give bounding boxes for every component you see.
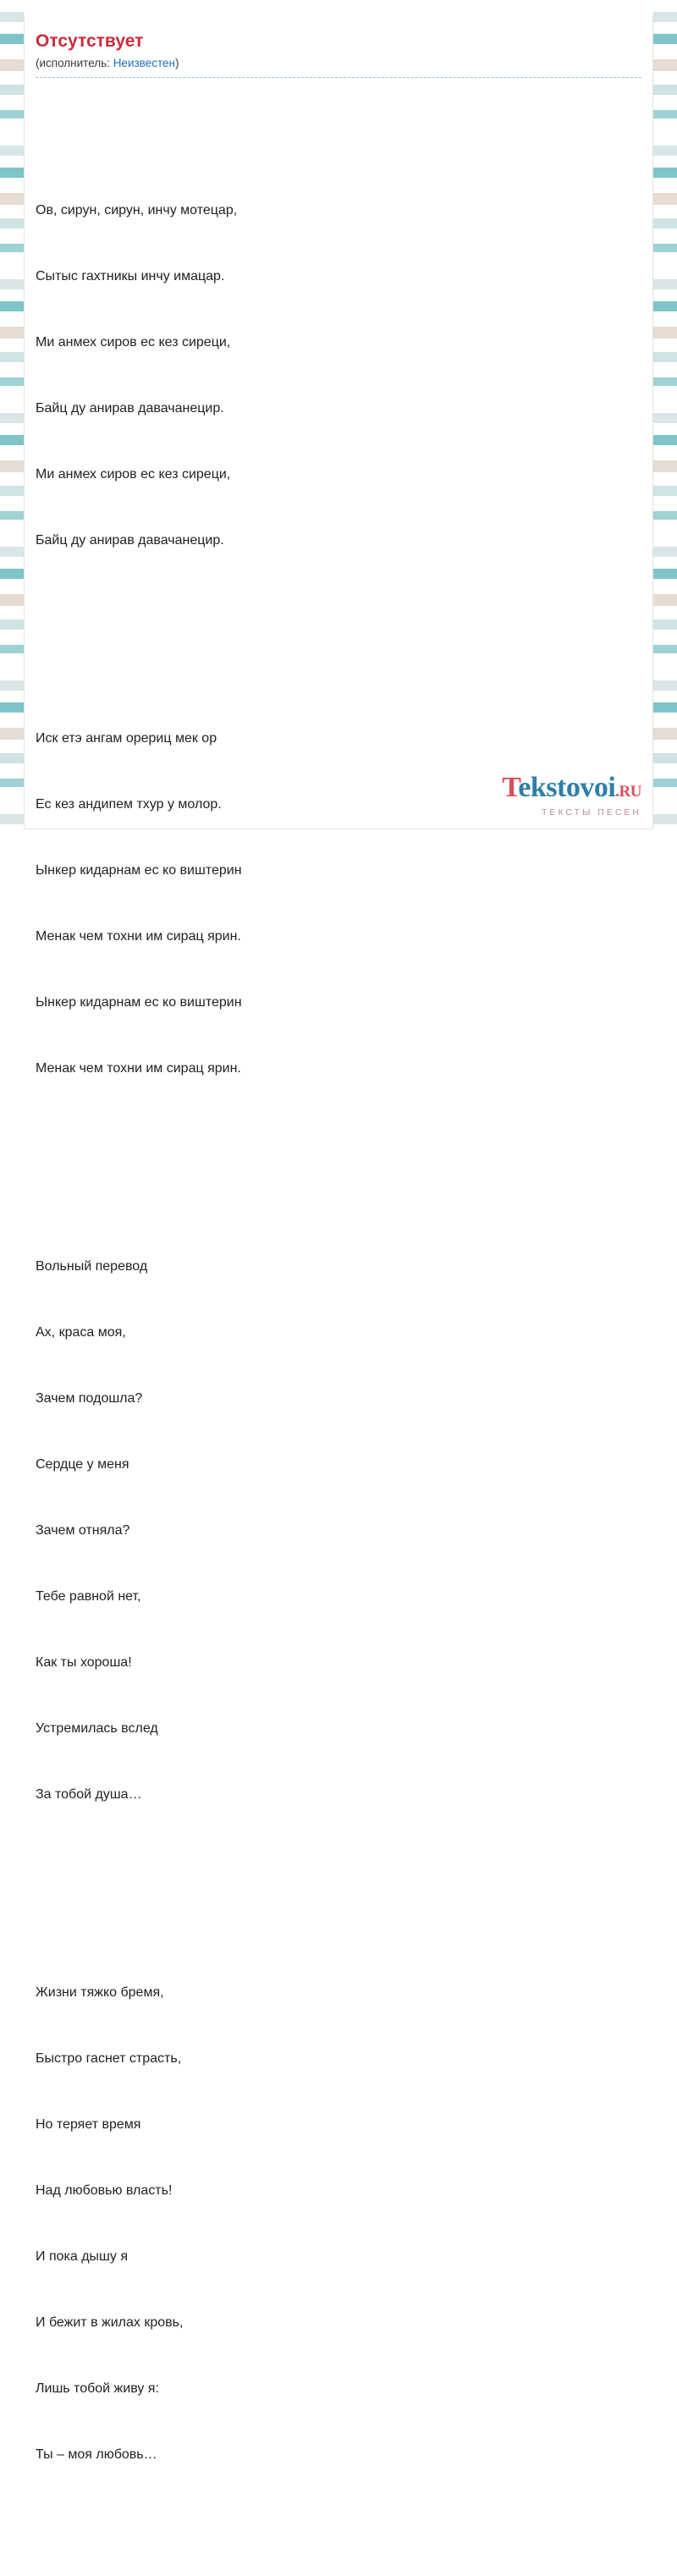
lyric-line: Над любовью власть! [36,2183,173,2198]
lyric-line: Жизни тяжко бремя, [36,1985,164,2000]
lyric-line: Ынкер кидарнам ес ко виштерин [36,995,242,1010]
artist-suffix-label: ) [174,57,179,69]
page-title: Отсутствует [36,31,144,51]
lyric-line: Ми анмех сиров ес кез сиреци, [36,335,231,350]
lyric-line: Сытыс гахтникы инчу имацар. [36,269,225,283]
artist-line [36,56,641,78]
lyric-line: Сердце у меня [36,1457,129,1472]
lyric-line: Менак чем тохни им сирац ярин. [36,929,241,944]
lyric-line: Байц ду анирав давачанецир. [36,533,224,548]
lyric-line: Байц ду анирав давачанецир. [36,401,224,416]
song-content [36,30,641,2576]
lyrics-stanza [36,156,641,596]
lyric-line: Быстро гаснет страсть, [36,2051,182,2066]
site-logo[interactable] [502,773,641,817]
lyric-line: Устремилась вслед [36,1721,158,1736]
lyric-line: Ов, сирун, сирун, инчу мотецар, [36,203,238,217]
lyric-line: Ты – моя любовь… [36,2447,157,2462]
sheet-top-edge [24,12,653,14]
lyric-line: Лишь тобой живу я: [36,2381,159,2396]
lyric-line: Зачем подошла? [36,1391,143,1406]
lyric-line: Ынкер кидарнам ес ко виштерин [36,863,242,878]
logo-subtitle: ТЕКСТЫ ПЕСЕН [542,807,641,817]
lyrics-body [36,90,641,2576]
lyric-line: Ес кез андипем тхур у молор. [36,797,222,812]
lyric-line: Тебе равной нет, [36,1589,141,1604]
lyric-line: И пока дышу я [36,2249,128,2264]
lyric-line: Вольный перевод [36,1259,148,1274]
lyric-line: И бежит в жилах кровь, [36,2315,184,2330]
lyric-line: За тобой душа… [36,1787,142,1802]
lyric-line: Как ты хороша! [36,1655,132,1670]
lyrics-stanza [36,1938,641,2510]
logo-wordmark [502,773,641,806]
lyric-line: Иск етэ ангам орериц мек ор [36,731,217,746]
lyrics-stanza [36,684,641,1124]
artist-prefix-label: (исполнитель: [36,57,113,69]
lyric-line: Менак чем тохни им сирац ярин. [36,1061,241,1076]
lyric-line: Но теряет время [36,2117,141,2132]
artist-link[interactable]: Неизвестен [113,57,175,69]
lyric-line: Ми анмех сиров ес кез сиреци, [36,467,231,482]
lyric-line: Зачем отняла? [36,1523,130,1538]
logo-domain-suffix: .RU [615,783,641,801]
logo-main-text: ekstovoi [518,772,616,803]
logo-first-letter: T [502,772,519,803]
lyrics-stanza [36,1212,641,1850]
lyric-line: Ах, краса моя, [36,1325,126,1340]
